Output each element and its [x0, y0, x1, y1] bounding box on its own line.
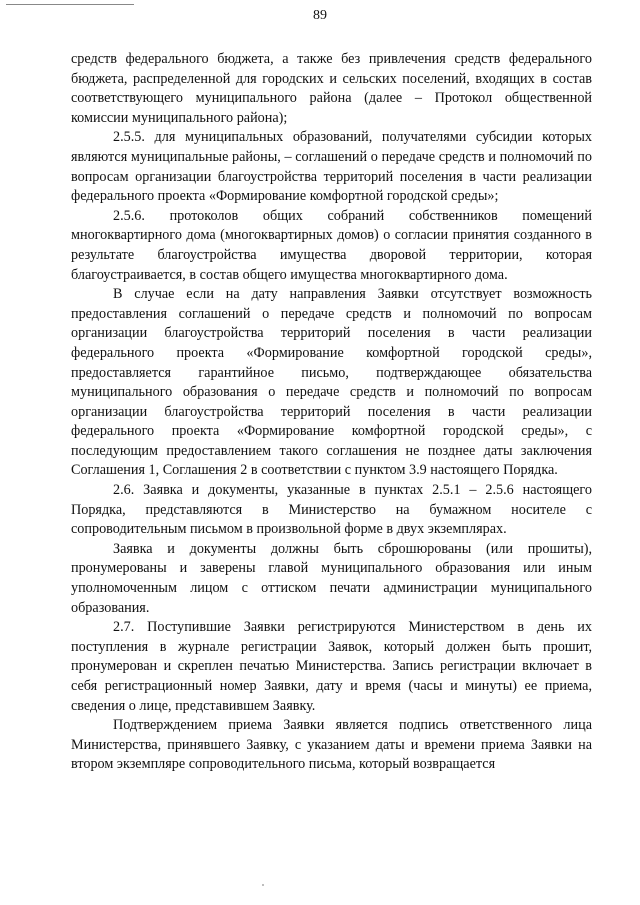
paragraph: В случае если на дату направления Заявки отсутствует возможность предоставления соглашений о передаче средств и полномочий по вопросам организации благоустройства территорий поселения в части реализации федерального проекта «Формирование комфортной городской среды», предоставляется гарантийное письмо, подтверждающее обязательства муниципального образования о передаче средств и полномочий по вопросам организации благоустройства территорий поселения в части реализации федерального проекта «Формирование комфортной городской среды», с последующим предоставлением такого соглашения не позднее даты заключения Соглашения 1, Соглашения 2 в соответствии с пунктом 3.9 настоящего Порядка. — [71, 286, 592, 479]
paragraph: 2.6. Заявка и документы, указанные в пунктах 2.5.1 – 2.5.6 настоящего Порядка, представляются в Министерство на бумажном носителе с сопроводительным письмом в произвольной форме в двух экземплярах. — [71, 482, 592, 538]
paragraph: 2.5.6. протоколов общих собраний собственников помещений многоквартирного дома (многоквартирных домов) о согласии принятия созданного в результате благоустройства имущества дворовой территории, которая благоустраивается, в состав общего имущества многоквартирного дома. — [71, 207, 592, 283]
paragraph: Заявка и документы должны быть сброшюрованы (или прошиты), пронумерованы и заверены главой муниципального образования или иным уполномоченным лицом с оттиском печати администрации муниципального образования. — [71, 540, 592, 616]
paragraph: 2.7. Поступившие Заявки регистрируются Министерством в день их поступления в журнале регистрации Заявок, который должен быть прошит, пронумерован и скреплен печатью Министерства. Запись регистрации включает в себя регистрационный номер Заявки, дату и время (часы и минуты) ее приема, сведения о лице, представившем Заявку. — [71, 619, 592, 714]
page-number: 89 — [313, 8, 327, 23]
paragraph: 2.5.5. для муниципальных образований, получателями субсидии которых являются муниципальные районы, – соглашений о передаче средств и полномочий по вопросам организации благоустройства территорий поселения в части реализации федерального проекта «Формирование комфортной городской среды»; — [71, 129, 592, 205]
scan-corner-line — [6, 4, 134, 5]
scan-speck — [262, 884, 264, 886]
document-body — [71, 50, 592, 775]
paragraph: средств федерального бюджета, а также без привлечения средств федерального бюджета, распределенной для городских и сельских поселений, входящих в состав соответствующего муниципального района (далее – Протокол общественной комиссии муниципального района); — [71, 51, 592, 126]
paragraph: Подтверждением приема Заявки является подпись ответственного лица Министерства, принявшего Заявку, с указанием даты и времени приема Заявки на втором экземпляре сопроводительного письма, который возвращается — [71, 717, 592, 773]
